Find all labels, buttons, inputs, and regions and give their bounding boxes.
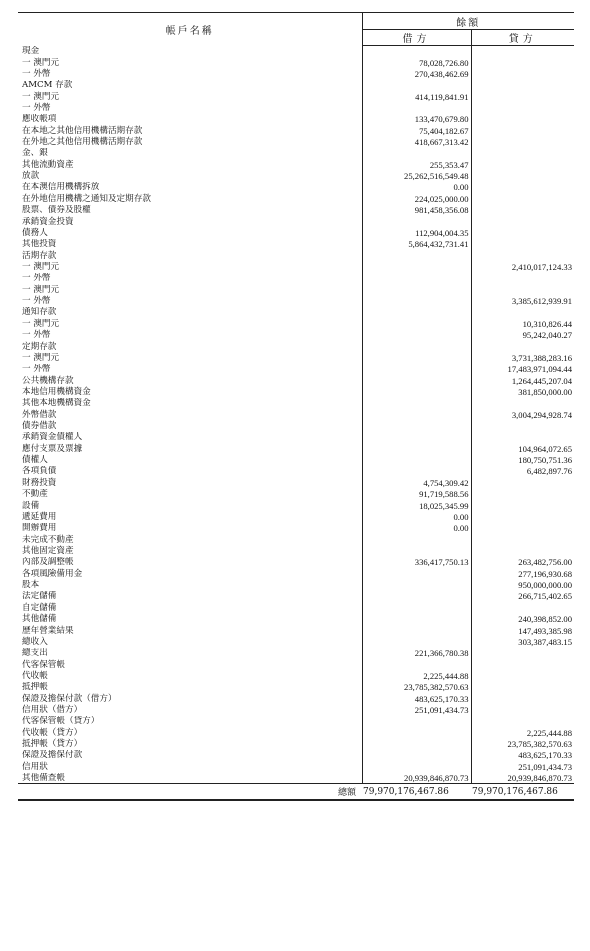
credit-cell: 303,387,483.15: [518, 636, 572, 647]
table-row: [18, 273, 574, 284]
debit-cell: 0.00: [362, 523, 471, 534]
credit-cell: 3,731,388,283.16: [511, 352, 572, 363]
account-name-cell: 公共機構存款: [18, 375, 362, 386]
debit-cell: [362, 568, 471, 579]
credit-cell: [471, 80, 574, 91]
credit-cell: 483,625,170.33: [518, 750, 572, 761]
credit-cell: 23,785,382,570.63: [507, 739, 572, 750]
credit-cell: [471, 193, 574, 204]
table-row: [18, 148, 574, 159]
credit-cell: 180,750,751.36: [518, 455, 572, 466]
debit-cell: [362, 545, 471, 556]
debit-cell: [362, 420, 471, 431]
debit-cell: [362, 46, 471, 57]
table-row: [18, 68, 574, 79]
table-row: [18, 216, 574, 227]
trial-balance-sheet: [18, 12, 574, 942]
debit-cell: [362, 329, 471, 340]
table-row: [18, 682, 574, 693]
credit-cell: [471, 205, 574, 216]
credit-cell: 6,482,897.76: [526, 466, 572, 477]
debit-header: 借方: [362, 30, 471, 46]
debit-cell: [362, 636, 471, 647]
credit-cell: [471, 307, 574, 318]
debit-cell: 255,353.47: [362, 159, 471, 170]
account-name-cell: 股票、債券及股權: [18, 205, 362, 216]
debit-cell: [362, 602, 471, 613]
account-name-cell: 其他本地機構資金: [18, 398, 362, 409]
debit-cell: [362, 102, 471, 113]
debit-cell: [362, 466, 471, 477]
table-row: [18, 102, 574, 113]
debit-cell: [362, 443, 471, 454]
credit-cell: [471, 136, 574, 147]
table-row: [18, 500, 574, 511]
credit-cell: 950,000,000.00: [518, 580, 572, 591]
table-row: [18, 636, 574, 647]
table-row: [18, 613, 574, 624]
total-debit: 79,970,176,467.86: [362, 784, 471, 801]
table-row: [18, 57, 574, 68]
account-name-cell: 債權人: [18, 454, 362, 465]
table-row: [18, 716, 574, 727]
table-row: [18, 91, 574, 102]
credit-cell: [471, 250, 574, 261]
table-row: [18, 591, 574, 602]
account-name-cell: 代客保管帳: [18, 659, 362, 670]
credit-cell: [471, 523, 574, 534]
table-row: [18, 114, 574, 125]
debit-cell: 981,458,356.08: [362, 205, 471, 216]
credit-cell: 2,410,017,124.33: [511, 262, 572, 272]
table-row: [18, 579, 574, 590]
debit-cell: 25,262,516,549.48: [362, 170, 471, 181]
debit-cell: [362, 80, 471, 91]
table-row: [18, 205, 574, 216]
account-name-cell: 各項風險備用金: [18, 568, 362, 579]
debit-cell: 336,417,750.13: [362, 557, 471, 568]
account-name-cell: 其他儲備: [18, 613, 362, 624]
debit-cell: [362, 216, 471, 227]
total-label: 總額: [18, 784, 362, 801]
account-name-cell: 一 澳門元: [18, 91, 362, 102]
table-row: [18, 432, 574, 443]
table-row: [18, 523, 574, 534]
debit-cell: [362, 454, 471, 465]
debit-cell: [362, 318, 471, 329]
debit-cell: 270,438,462.69: [362, 68, 471, 79]
table-row: [18, 398, 574, 409]
credit-cell: [471, 670, 574, 681]
account-name-cell: 代收帳（貸方）: [18, 727, 362, 738]
account-name-cell: 自定儲備: [18, 602, 362, 613]
account-name-cell: 金、銀: [18, 148, 362, 159]
debit-cell: [362, 761, 471, 772]
account-name-cell: 一 外幣: [18, 329, 362, 340]
account-name-cell: 一 澳門元: [18, 261, 362, 272]
table-row: [18, 477, 574, 488]
debit-cell: [362, 398, 471, 409]
account-name-cell: 通知存款: [18, 307, 362, 318]
credit-cell: 277,196,930.68: [518, 568, 572, 579]
credit-cell: [471, 704, 574, 715]
credit-cell: 251,091,434.73: [518, 761, 572, 772]
table-row: [18, 80, 574, 91]
credit-cell: [471, 159, 574, 170]
credit-cell: [471, 534, 574, 545]
account-name-cell: 放款: [18, 170, 362, 181]
account-name-cell: 在外地信用機構之通知及定期存款: [18, 193, 362, 204]
account-name-cell: 應收帳項: [18, 114, 362, 125]
table-row: [18, 693, 574, 704]
debit-cell: 0.00: [362, 511, 471, 522]
debit-cell: [362, 307, 471, 318]
table-row: [18, 511, 574, 522]
account-name-cell: 在本澳信用機構拆放: [18, 182, 362, 193]
debit-cell: 251,091,434.73: [362, 704, 471, 715]
table-row: [18, 454, 574, 465]
credit-cell: [471, 477, 574, 488]
debit-cell: 133,470,679.80: [362, 114, 471, 125]
debit-cell: [362, 364, 471, 375]
credit-cell: [471, 693, 574, 704]
total-row: [18, 784, 574, 801]
account-name-cell: 應付支票及票據: [18, 443, 362, 454]
credit-cell: 263,482,756.00: [518, 557, 572, 568]
debit-cell: 18,025,345.99: [362, 500, 471, 511]
table-row: [18, 159, 574, 170]
table-row: [18, 568, 574, 579]
credit-cell: 381,850,000.00: [518, 386, 572, 397]
account-name-cell: 債務人: [18, 227, 362, 238]
account-name-cell: 財務投資: [18, 477, 362, 488]
debit-cell: 221,366,780.38: [362, 648, 471, 659]
debit-cell: 91,719,588.56: [362, 489, 471, 500]
debit-cell: [362, 273, 471, 284]
debit-cell: [362, 148, 471, 159]
account-name-cell: 代客保管帳（貸方）: [18, 716, 362, 727]
table-row: [18, 250, 574, 261]
credit-cell: 17,483,971,094.44: [507, 364, 572, 375]
account-name-cell: 定期存款: [18, 341, 362, 352]
account-name-cell: 一 澳門元: [18, 352, 362, 363]
debit-cell: [362, 716, 471, 727]
table-row: [18, 364, 574, 375]
credit-cell: [471, 227, 574, 238]
debit-cell: [362, 750, 471, 761]
debit-cell: 112,904,004.35: [362, 227, 471, 238]
table-row: [18, 284, 574, 295]
table-body: [18, 46, 574, 784]
debit-cell: 5,864,432,731.41: [362, 239, 471, 250]
credit-cell: 104,964,072.65: [518, 443, 572, 454]
credit-cell: 3,004,294,928.74: [511, 409, 572, 420]
credit-cell: [471, 500, 574, 511]
credit-cell: [471, 398, 574, 409]
account-name-cell: 抵押帳: [18, 682, 362, 693]
debit-cell: 78,028,726.80: [362, 57, 471, 68]
debit-cell: 418,667,313.42: [362, 136, 471, 147]
debit-cell: [362, 284, 471, 295]
table-row: [18, 750, 574, 761]
account-name-cell: 信用狀（借方）: [18, 704, 362, 715]
account-name-cell: 遞延費用: [18, 511, 362, 522]
table-row: [18, 557, 574, 568]
balance-header: 餘額: [362, 13, 574, 30]
account-name-cell: 代收帳: [18, 670, 362, 681]
table-row: [18, 738, 574, 749]
account-name-cell: 總支出: [18, 648, 362, 659]
credit-cell: 20,939,846,870.73: [507, 772, 572, 783]
credit-cell: [471, 659, 574, 670]
credit-cell: [471, 182, 574, 193]
table-row: [18, 625, 574, 636]
account-name-cell: 一 外幣: [18, 295, 362, 306]
credit-cell: [471, 432, 574, 443]
table-row: [18, 193, 574, 204]
credit-cell: [471, 91, 574, 102]
account-name-cell: 開辦費用: [18, 523, 362, 534]
table-row: [18, 329, 574, 340]
account-name-cell: 一 外幣: [18, 68, 362, 79]
account-name-cell: 承銷資金投資: [18, 216, 362, 227]
table-row: [18, 125, 574, 136]
credit-cell: [471, 341, 574, 352]
credit-cell: [471, 216, 574, 227]
table-row: [18, 704, 574, 715]
account-name-cell: 總收入: [18, 636, 362, 647]
account-name-cell: 其他備查帳: [18, 773, 362, 784]
account-name-cell: 一 外幣: [18, 102, 362, 113]
debit-cell: [362, 432, 471, 443]
account-name-cell: 保證及擔保付款: [18, 750, 362, 761]
balance-table: [18, 12, 574, 801]
credit-header: 貸方: [471, 30, 574, 46]
account-name-cell: 一 外幣: [18, 273, 362, 284]
debit-cell: [362, 250, 471, 261]
table-row: [18, 239, 574, 250]
account-name-cell: 其他投資: [18, 239, 362, 250]
account-name-cell: 各項負債: [18, 466, 362, 477]
credit-cell: [471, 648, 574, 659]
credit-cell: [471, 170, 574, 181]
credit-cell: 10,310,826.44: [522, 318, 572, 329]
credit-cell: 3,385,612,939.91: [511, 296, 572, 307]
debit-cell: [362, 409, 471, 420]
credit-cell: [471, 239, 574, 250]
table-row: [18, 318, 574, 329]
account-name-cell: 活期存款: [18, 250, 362, 261]
credit-cell: [471, 125, 574, 136]
credit-cell: [471, 102, 574, 113]
table-row: [18, 261, 574, 272]
account-name-cell: 一 澳門元: [18, 57, 362, 68]
credit-cell: 2,225,444.88: [526, 727, 572, 738]
account-name-cell: 在本地之其他信用機構活期存款: [18, 125, 362, 136]
credit-cell: [471, 420, 574, 431]
credit-cell: [471, 545, 574, 556]
debit-cell: 23,785,382,570.63: [362, 682, 471, 693]
credit-cell: 266,715,402.65: [518, 591, 572, 602]
account-name-cell: 其他固定資產: [18, 545, 362, 556]
account-name-cell: 本地信用機構資金: [18, 386, 362, 397]
credit-cell: [471, 46, 574, 57]
table-row: [18, 409, 574, 420]
debit-cell: [362, 295, 471, 306]
table-row: [18, 545, 574, 556]
table-row: [18, 295, 574, 306]
table-row: [18, 648, 574, 659]
credit-cell: [471, 114, 574, 125]
table-row: [18, 307, 574, 318]
account-name-cell: 設備: [18, 500, 362, 511]
table-row: [18, 420, 574, 431]
table-row: [18, 227, 574, 238]
account-name-cell: AMCM 存款: [18, 80, 362, 91]
debit-cell: 4,754,309.42: [362, 477, 471, 488]
account-name-cell: 債券借款: [18, 420, 362, 431]
debit-cell: 483,625,170.33: [362, 693, 471, 704]
credit-cell: [471, 489, 574, 500]
account-name-cell: 不動產: [18, 489, 362, 500]
credit-cell: [471, 284, 574, 295]
credit-cell: [471, 57, 574, 68]
debit-cell: 2,225,444.88: [362, 670, 471, 681]
credit-cell: [471, 273, 574, 284]
table-row: [18, 727, 574, 738]
credit-cell: 240,398,852.00: [518, 614, 572, 625]
credit-cell: 95,242,040.27: [522, 330, 572, 341]
account-name-cell: 法定儲備: [18, 591, 362, 602]
account-name-cell: 一 澳門元: [18, 318, 362, 329]
table-row: [18, 341, 574, 352]
table-row: [18, 534, 574, 545]
debit-cell: 20,939,846,870.73: [362, 773, 471, 784]
debit-cell: 414,119,841.91: [362, 91, 471, 102]
account-name-cell: 抵押帳（貸方）: [18, 738, 362, 749]
debit-cell: [362, 659, 471, 670]
debit-cell: [362, 341, 471, 352]
credit-cell: 1,264,445,207.04: [511, 375, 572, 386]
credit-cell: [471, 682, 574, 693]
credit-cell: [471, 68, 574, 79]
debit-cell: [362, 534, 471, 545]
debit-cell: 75,404,182.67: [362, 125, 471, 136]
credit-cell: 147,493,385.98: [518, 625, 572, 636]
debit-cell: [362, 625, 471, 636]
table-row: [18, 443, 574, 454]
total-credit: 79,970,176,467.86: [471, 784, 574, 801]
table-row: [18, 670, 574, 681]
credit-cell: [471, 716, 574, 727]
debit-cell: [362, 261, 471, 272]
debit-cell: [362, 386, 471, 397]
table-row: [18, 386, 574, 397]
debit-cell: [362, 738, 471, 749]
account-name-cell: 歷年營業結果: [18, 625, 362, 636]
debit-cell: [362, 579, 471, 590]
debit-cell: [362, 375, 471, 386]
table-row: [18, 489, 574, 500]
account-name-cell: 外幣借款: [18, 409, 362, 420]
debit-cell: 224,025,000.00: [362, 193, 471, 204]
debit-cell: 0.00: [362, 182, 471, 193]
account-name-header: 帳戶名稱: [18, 13, 362, 46]
debit-cell: [362, 613, 471, 624]
account-name-cell: 承銷資金債權人: [18, 432, 362, 443]
table-row: [18, 136, 574, 147]
account-name-cell: 內部及調整帳: [18, 557, 362, 568]
credit-cell: [471, 148, 574, 159]
table-row: [18, 352, 574, 363]
account-name-cell: 保證及擔保付款（借方）: [18, 693, 362, 704]
table-header: [18, 13, 574, 46]
debit-cell: [362, 352, 471, 363]
table-row: [18, 761, 574, 772]
account-name-cell: 現金: [18, 46, 362, 57]
table-row: [18, 466, 574, 477]
table-row: [18, 773, 574, 784]
account-name-cell: 未完成不動產: [18, 534, 362, 545]
account-name-cell: 股本: [18, 579, 362, 590]
table-row: [18, 375, 574, 386]
table-row: [18, 659, 574, 670]
account-name-cell: 信用狀: [18, 761, 362, 772]
account-name-cell: 其他流動資產: [18, 159, 362, 170]
account-name-cell: 在外地之其他信用機構活期存款: [18, 136, 362, 147]
credit-cell: [471, 511, 574, 522]
debit-cell: [362, 591, 471, 602]
table-row: [18, 182, 574, 193]
account-name-cell: 一 外幣: [18, 364, 362, 375]
credit-cell: [471, 602, 574, 613]
table-row: [18, 46, 574, 57]
account-name-cell: 一 澳門元: [18, 284, 362, 295]
table-row: [18, 602, 574, 613]
debit-cell: [362, 727, 471, 738]
table-row: [18, 170, 574, 181]
